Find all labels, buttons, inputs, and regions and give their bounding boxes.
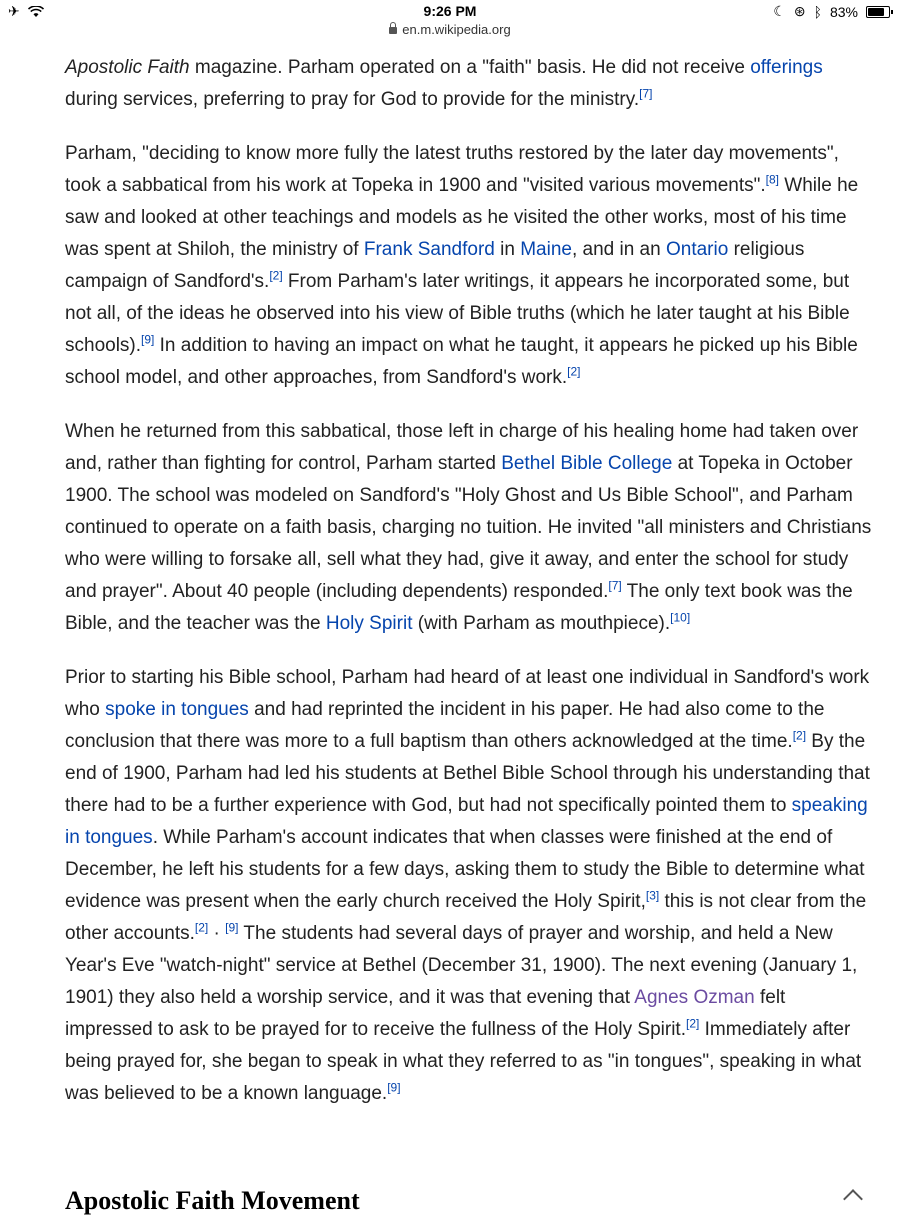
text: In addition to having an impact on what he taught, it appears he picked up his Bible school model, and other approaches, from Sandford's work.: [65, 335, 858, 388]
status-right: [773, 3, 890, 20]
battery-percent: 83%: [829, 3, 858, 20]
paragraph-4: [65, 662, 875, 1110]
text: at Topeka in October 1900. The school was modeled on Sandford's "Holy Ghost and Us Bible School", and Parham continued to operate on a faith basis, charging no tuition. He invited "all ministers and Christians who were willing to forsake all, sell what they had, give it away, and enter the school for study and prayer". About 40 people (including dependents) responded.: [65, 453, 872, 602]
rotation-lock-icon: ⊛: [793, 3, 806, 19]
battery-icon: [866, 6, 890, 18]
ref-7[interactable]: [7]: [639, 86, 653, 101]
lock-icon: [389, 27, 397, 34]
ref-2[interactable]: [2]: [792, 728, 807, 743]
article-content: [65, 52, 875, 1132]
ref-2[interactable]: [2]: [567, 364, 581, 379]
ref-7[interactable]: [7]: [608, 578, 622, 593]
text: The students had several days of prayer and worship, and held a New Year's Eve "watch-night" service at Bethel (December 31, 1900). The next evening (January 1, 1901) they also held a worship service, and it was that evening that: [65, 923, 858, 1008]
ref-10[interactable]: [10]: [670, 610, 691, 625]
link-holy-spirit[interactable]: Holy Spirit: [325, 613, 413, 634]
paragraph-2: [65, 138, 875, 394]
text: this is not clear from the other accounts.: [65, 891, 867, 944]
ref-9[interactable]: [9]: [225, 920, 239, 935]
text: during services, preferring to pray for God to provide for the ministry.: [65, 89, 640, 110]
ref-8[interactable]: [8]: [765, 172, 780, 187]
paragraph-3: [65, 416, 875, 640]
text: (with Parham as mouthpiece).: [412, 613, 671, 634]
ref-9[interactable]: [9]: [387, 1080, 401, 1095]
moon-icon: ☾: [773, 3, 786, 19]
link-maine[interactable]: Maine: [520, 239, 572, 260]
text: From Parham's later writings, it appears he incorporated some, but not all, of the ideas he observed into his view of Bible truths (which he later taught at his Bible schools).: [65, 271, 850, 356]
bluetooth-icon: ᛒ: [813, 3, 822, 20]
text: Parham, "deciding to know more fully the latest truths restored by the later day movements", took a sabbatical from his work at Topeka in 1900 and "visited various movements".: [65, 143, 839, 196]
link-bethel-bible-college[interactable]: Bethel Bible College: [501, 453, 673, 474]
link-speaking-in-tongues[interactable]: speaking in tongues: [65, 795, 868, 848]
text: felt impressed to ask to be prayed for to receive the fullness of the Holy Spirit.: [65, 987, 786, 1040]
text: By the end of 1900, Parham had led his students at Bethel Bible School through his understanding that there had to be a further experience with God, but had not specifically pointed them to: [65, 731, 870, 816]
link-ontario[interactable]: Ontario: [665, 239, 729, 260]
text: While he saw and looked at other teachings and models as he visited the other works, most of his time was spent at Shiloh, the ministry of: [65, 175, 859, 260]
paragraph-1-italic: Apostolic Faith: [65, 57, 190, 78]
ref-9[interactable]: [9]: [141, 332, 155, 347]
text: Prior to starting his Bible school, Parham had heard of at least one individual in Sandford's work who: [65, 667, 870, 720]
section-heading-apostolic-faith-movement[interactable]: Apostolic Faith Movement: [65, 1186, 360, 1215]
text: religious campaign of Sandford's.: [65, 239, 805, 292]
ref-2[interactable]: [2]: [685, 1016, 700, 1031]
ref-2[interactable]: [2]: [269, 268, 283, 283]
status-bar: [0, 0, 900, 22]
text: . While Parham's account indicates that when classes were finished at the end of December, he left his students for a few days, asking them to study the Bible to determine what evidence was present when the early church received the Holy Spirit,: [65, 827, 865, 912]
url-bar[interactable]: [0, 22, 900, 44]
url-text: en.m.wikipedia.org: [402, 22, 511, 37]
text: and had reprinted the incident in his paper. He had also come to the conclusion that there was more to a full baptism than others acknowledged at the time.: [65, 699, 825, 752]
text: Immediately after being prayed for, she began to speak in what they referred to as "in tongues", speaking in what was believed to be a known language.: [65, 1019, 862, 1104]
text: magazine. Parham operated on a "faith" basis. He did not receive: [189, 57, 751, 78]
paragraph-1: [65, 52, 875, 116]
text: When he returned from this sabbatical, those left in charge of his healing home had taken over and, rather than fighting for control, Parham started: [65, 421, 859, 474]
link-frank-sandford[interactable]: Frank Sandford: [363, 239, 495, 260]
ref-3[interactable]: [3]: [645, 888, 660, 903]
airplane-icon: ✈: [8, 3, 20, 19]
ref-2[interactable]: [2]: [194, 920, 209, 935]
status-time: 9:26 PM: [423, 3, 477, 19]
chevron-up-icon[interactable]: [843, 1189, 863, 1209]
text: ·: [208, 923, 226, 944]
text: in: [494, 239, 521, 260]
link-spoke-in-tongues[interactable]: spoke in tongues: [105, 699, 249, 720]
text: , and in an: [571, 239, 666, 260]
link-offerings[interactable]: offerings: [750, 57, 823, 78]
text: The only text book was the Bible, and the teacher was the: [65, 581, 853, 634]
link-agnes-ozman[interactable]: Agnes Ozman: [634, 987, 755, 1008]
